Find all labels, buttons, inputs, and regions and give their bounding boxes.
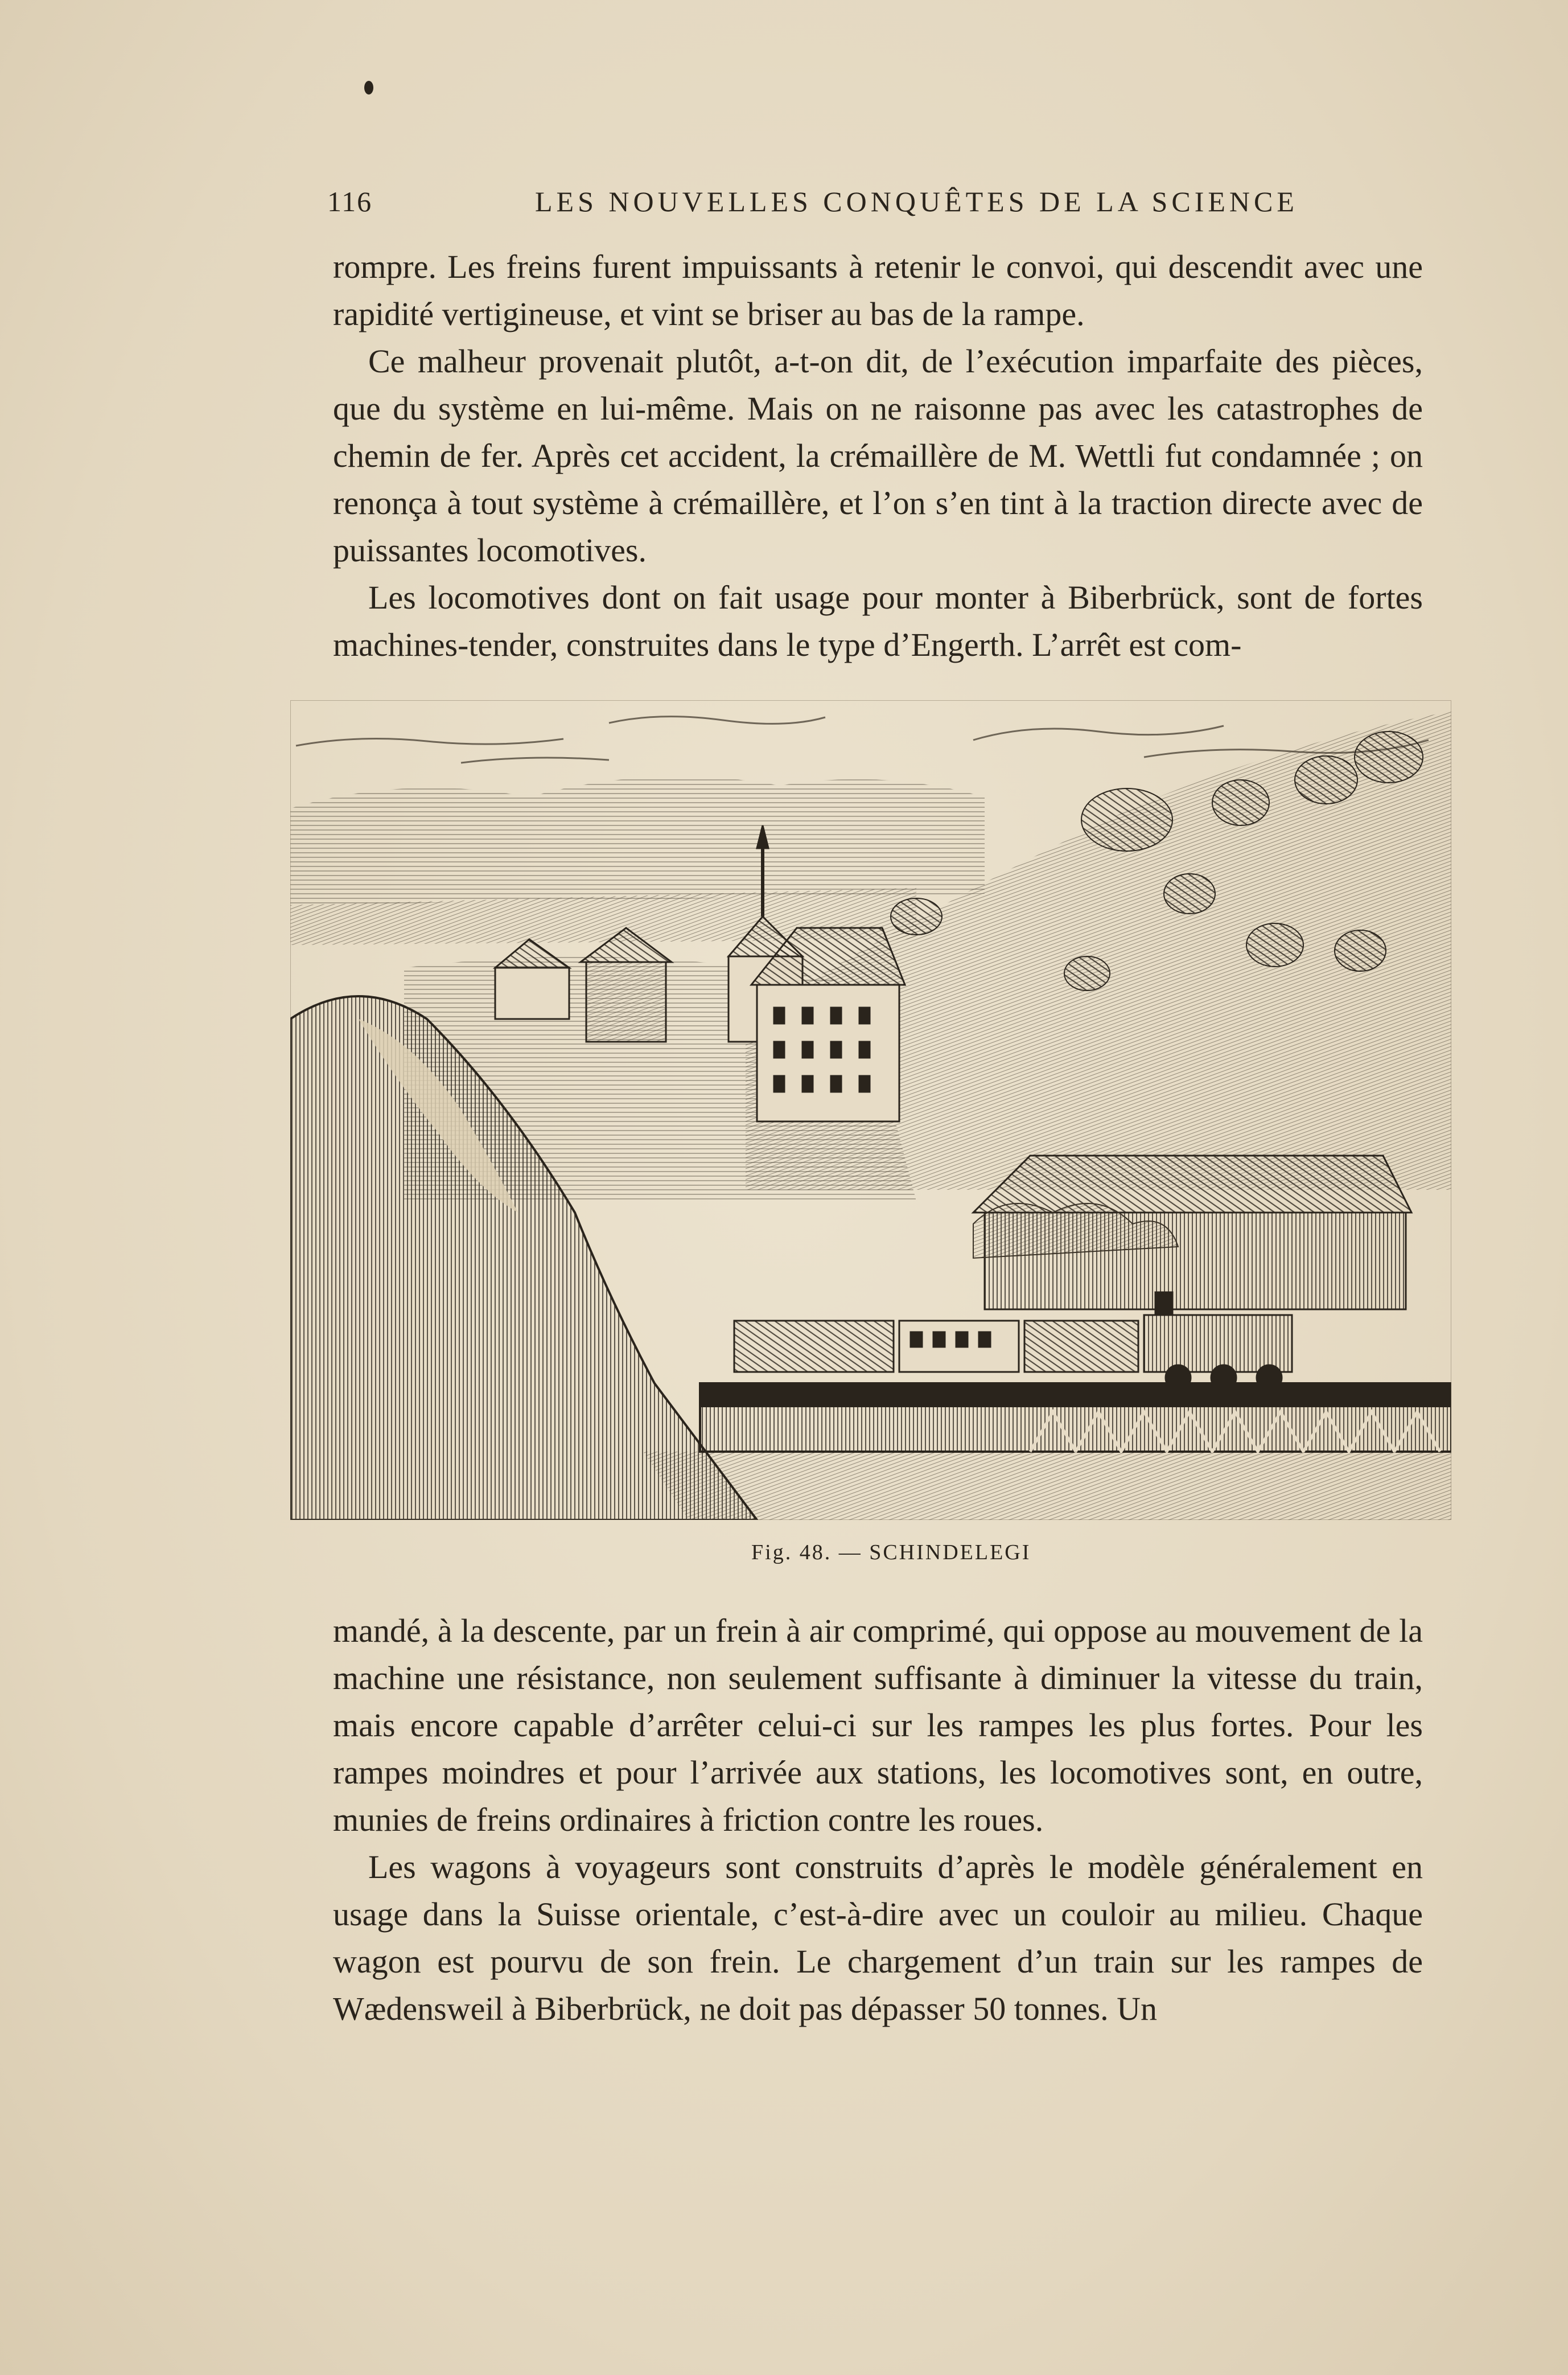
distant-mountains <box>290 776 985 905</box>
paragraph: mandé, à la descente, par un frein à air comprimé, qui oppose au mouvement de la machine une résistance, non seulement suffisante à diminuer la vitesse du train, mais encore capable d’arrêter celui-ci sur les rampes les plus fortes. Pour les rampes moindres et pour l’arrivée aux stations, les locomotives sont, en outre, munies de freins ordinaires à friction contre les roues. <box>333 1612 1423 1838</box>
text-block-top <box>333 243 1423 668</box>
engraving-illustration <box>290 700 1451 1520</box>
running-title: LES NOUVELLES CONQUÊTES DE LA SCIENCE <box>535 186 1298 217</box>
text-block-bottom <box>333 1607 1423 2032</box>
paragraph: Les wagons à voyageurs sont construits d’après le modèle généralement en usage dans la Suisse orientale, c’est-à-dire avec un couloir au milieu. Chaque wagon est pourvu de son frein. Le chargement d’un train sur les rampes de Wædensweil à Biberbrück, ne doit pas dépasser 50 tonnes. Un <box>333 1848 1423 2027</box>
figure-caption: Fig. 48. — SCHINDELEGI <box>751 1540 1031 1564</box>
paragraph: rompre. Les freins furent impuissants à retenir le convoi, qui descendit avec une rapidité vertigineuse, et vint se briser au bas de la rampe. <box>333 248 1423 332</box>
paragraph: Ce malheur provenait plutôt, a-t-on dit, de l’exécution imparfaite des pièces, que du système en lui-même. Mais on ne raisonne pas avec les catastrophes de chemin de fer. Après cet accident, la crémaillère de M. Wettli fut condamnée ; on renonça à tout système à crémaillère, et l’on s’en tint à la traction directe avec de puissantes locomotives. <box>333 343 1423 569</box>
riverbed <box>643 1452 1451 1520</box>
bridge <box>700 1383 1451 1452</box>
page-number: 116 <box>327 186 373 217</box>
sky-clouds <box>296 717 1429 763</box>
ink-speck <box>364 81 373 94</box>
page-header <box>327 185 1298 231</box>
paragraph: Les locomotives dont on fait usage pour monter à Biberbrück, sont de fortes machines-tender, construites dans le type d’Engerth. L’arrêt est com- <box>333 579 1423 663</box>
engraving-figure <box>290 700 1451 1520</box>
